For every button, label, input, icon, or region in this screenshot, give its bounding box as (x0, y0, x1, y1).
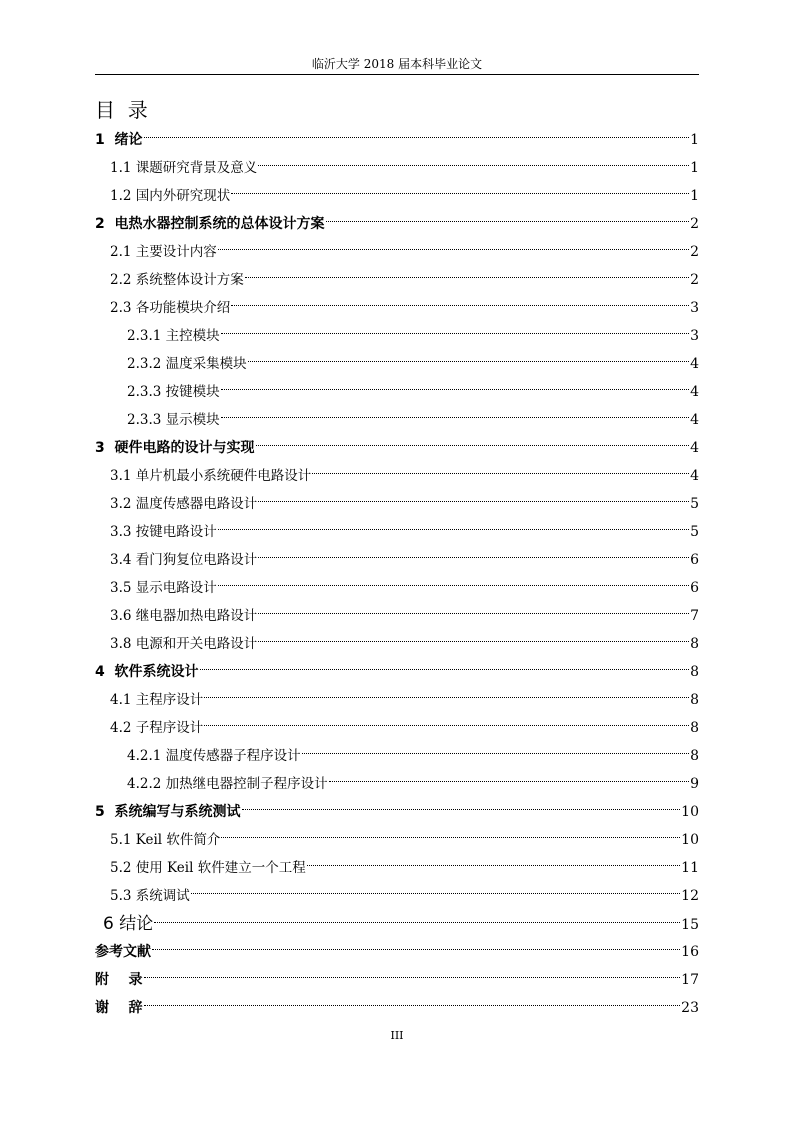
toc-entry-title: 1.2 国内外研究现状 (110, 188, 231, 204)
toc-entry-page: 11 (681, 860, 699, 876)
toc-entry[interactable] (95, 742, 699, 770)
toc-entry-page: 8 (690, 692, 699, 708)
toc-entry-page: 1 (690, 188, 699, 204)
toc-dot-leader (312, 473, 689, 474)
toc-entry[interactable] (95, 378, 699, 406)
toc-entry[interactable] (95, 182, 699, 210)
toc-entry[interactable] (95, 574, 699, 602)
toc-entry-title: 3.6 继电器加热电路设计 (110, 608, 258, 624)
toc-entry[interactable] (95, 630, 699, 658)
toc-entry-title: 5.3 系统调试 (110, 888, 190, 904)
toc-dot-leader (307, 865, 680, 866)
toc-dot-leader (221, 333, 689, 334)
toc-title: 目 录 (95, 98, 148, 122)
toc-entry[interactable] (95, 602, 699, 630)
toc-dot-leader (191, 893, 680, 894)
toc-dot-leader (218, 249, 689, 250)
toc-dot-leader (258, 641, 689, 642)
toc-entry-title: 2.2 系统整体设计方案 (110, 272, 244, 288)
toc-entry-page: 1 (690, 132, 699, 148)
toc-dot-leader (204, 725, 689, 726)
toc-entry-title: 3.4 看门狗复位电路设计 (110, 552, 258, 568)
toc-entry-title: 3.1 单片机最小系统硬件电路设计 (110, 468, 312, 484)
toc-dot-leader (218, 529, 689, 530)
toc-entry[interactable] (95, 518, 699, 546)
toc-entry[interactable] (95, 350, 699, 378)
toc-entry-title: 3.3 按键电路设计 (110, 524, 217, 540)
toc-entry[interactable] (95, 322, 699, 350)
table-of-contents (95, 126, 699, 1022)
toc-dot-leader (326, 221, 690, 222)
toc-entry-page: 4 (690, 440, 699, 456)
toc-entry[interactable] (95, 462, 699, 490)
toc-entry-page: 10 (681, 804, 699, 820)
toc-entry[interactable] (95, 686, 699, 714)
toc-entry-page: 12 (681, 888, 699, 904)
page-header: 临沂大学 2018 届本科毕业论文 (311, 57, 483, 71)
toc-entry-title: 2.3.3 按键模块 (127, 384, 220, 400)
toc-entry[interactable] (95, 490, 699, 518)
toc-dot-leader (242, 809, 681, 810)
toc-entry-title: 3.2 温度传感器电路设计 (110, 496, 258, 512)
toc-entry-title: 1 绪论 (95, 132, 143, 148)
page-number: III (390, 1029, 404, 1042)
toc-entry[interactable] (95, 406, 699, 434)
toc-dot-leader (221, 389, 689, 390)
toc-entry-page: 8 (690, 720, 699, 736)
toc-entry-title: 参考文献 (95, 944, 151, 960)
toc-entry[interactable] (95, 826, 699, 854)
toc-entry-title: 2.3 各功能模块介绍 (110, 300, 231, 316)
toc-entry-title: 2 电热水器控制系统的总体设计方案 (95, 216, 325, 232)
toc-entry-page: 2 (690, 216, 699, 232)
toc-entry-page: 6 (690, 580, 699, 596)
toc-entry-title: 2.3.1 主控模块 (127, 328, 220, 344)
toc-entry-title: 3 硬件电路的设计与实现 (95, 440, 255, 456)
toc-dot-leader (258, 557, 689, 558)
toc-entry[interactable] (95, 854, 699, 882)
toc-entry-page: 3 (690, 328, 699, 344)
toc-entry-page: 10 (681, 832, 699, 848)
toc-dot-leader (231, 305, 689, 306)
toc-entry-page: 6 (690, 552, 699, 568)
toc-dot-leader (221, 417, 689, 418)
toc-entry-title: 1.1 课题研究背景及意义 (110, 160, 258, 176)
toc-dot-leader (302, 753, 689, 754)
toc-dot-leader (245, 277, 689, 278)
toc-entry-title: 4.1 主程序设计 (110, 692, 204, 708)
toc-entry-title: 3.8 电源和开关电路设计 (110, 636, 258, 652)
toc-entry-page: 2 (690, 244, 699, 260)
toc-entry-title: 5.1 Keil 软件简介 (110, 832, 221, 848)
toc-entry[interactable] (95, 714, 699, 742)
toc-entry-title: 3.5 显示电路设计 (110, 580, 217, 596)
toc-dot-leader (221, 837, 680, 838)
toc-entry-title: 6 结论 (103, 914, 154, 934)
toc-dot-leader (248, 361, 689, 362)
header-divider (95, 74, 699, 75)
toc-dot-leader (204, 697, 689, 698)
toc-entry-page: 8 (690, 664, 699, 680)
toc-dot-leader (258, 613, 689, 614)
toc-entry-title: 4 软件系统设计 (95, 664, 199, 680)
toc-entry[interactable] (95, 910, 699, 938)
toc-entry-title: 5 系统编写与系统测试 (95, 804, 241, 820)
toc-entry[interactable] (95, 294, 699, 322)
toc-dot-leader (258, 501, 689, 502)
toc-entry-title: 4.2.1 温度传感器子程序设计 (127, 748, 301, 764)
toc-entry-page: 5 (690, 496, 699, 512)
toc-entry-title: 2.3.3 显示模块 (127, 412, 220, 428)
toc-entry-page: 17 (681, 972, 699, 988)
toc-entry-title: 附 录 (95, 972, 143, 988)
toc-entry[interactable] (95, 266, 699, 294)
toc-entry[interactable] (95, 770, 699, 798)
toc-entry[interactable] (95, 994, 699, 1022)
toc-dot-leader (144, 137, 690, 138)
toc-entry-page: 4 (690, 384, 699, 400)
toc-entry-title: 2.3.2 温度采集模块 (127, 356, 247, 372)
toc-dot-leader (144, 977, 681, 978)
toc-entry-page: 8 (690, 748, 699, 764)
toc-dot-leader (329, 781, 689, 782)
toc-entry-page: 7 (690, 608, 699, 624)
toc-entry-page: 4 (690, 412, 699, 428)
toc-dot-leader (231, 193, 689, 194)
toc-entry[interactable] (95, 126, 699, 154)
toc-entry-title: 谢 辞 (95, 1000, 143, 1016)
toc-entry-page: 4 (690, 356, 699, 372)
toc-entry[interactable] (95, 882, 699, 910)
toc-entry-page: 15 (681, 917, 699, 933)
toc-entry-page: 3 (690, 300, 699, 316)
toc-entry-page: 5 (690, 524, 699, 540)
toc-dot-leader (256, 445, 690, 446)
toc-dot-leader (218, 585, 689, 586)
toc-entry-page: 23 (681, 1000, 699, 1016)
toc-entry[interactable] (95, 434, 699, 462)
toc-dot-leader (258, 165, 689, 166)
toc-entry-page: 2 (690, 272, 699, 288)
toc-entry[interactable] (95, 154, 699, 182)
toc-entry-page: 8 (690, 636, 699, 652)
toc-dot-leader (152, 949, 680, 950)
toc-entry[interactable] (95, 210, 699, 238)
toc-entry-page: 4 (690, 468, 699, 484)
toc-entry[interactable] (95, 938, 699, 966)
toc-entry-page: 16 (681, 944, 699, 960)
toc-entry[interactable] (95, 798, 699, 826)
toc-entry-title: 5.2 使用 Keil 软件建立一个工程 (110, 860, 306, 876)
toc-dot-leader (200, 669, 690, 670)
toc-entry[interactable] (95, 658, 699, 686)
toc-entry-title: 4.2.2 加热继电器控制子程序设计 (127, 776, 328, 792)
toc-entry[interactable] (95, 238, 699, 266)
toc-entry[interactable] (95, 966, 699, 994)
toc-entry-page: 1 (690, 160, 699, 176)
toc-entry-title: 4.2 子程序设计 (110, 720, 204, 736)
toc-entry[interactable] (95, 546, 699, 574)
toc-dot-leader (154, 922, 680, 923)
toc-dot-leader (144, 1005, 681, 1006)
toc-entry-page: 9 (690, 776, 699, 792)
toc-entry-title: 2.1 主要设计内容 (110, 244, 217, 260)
